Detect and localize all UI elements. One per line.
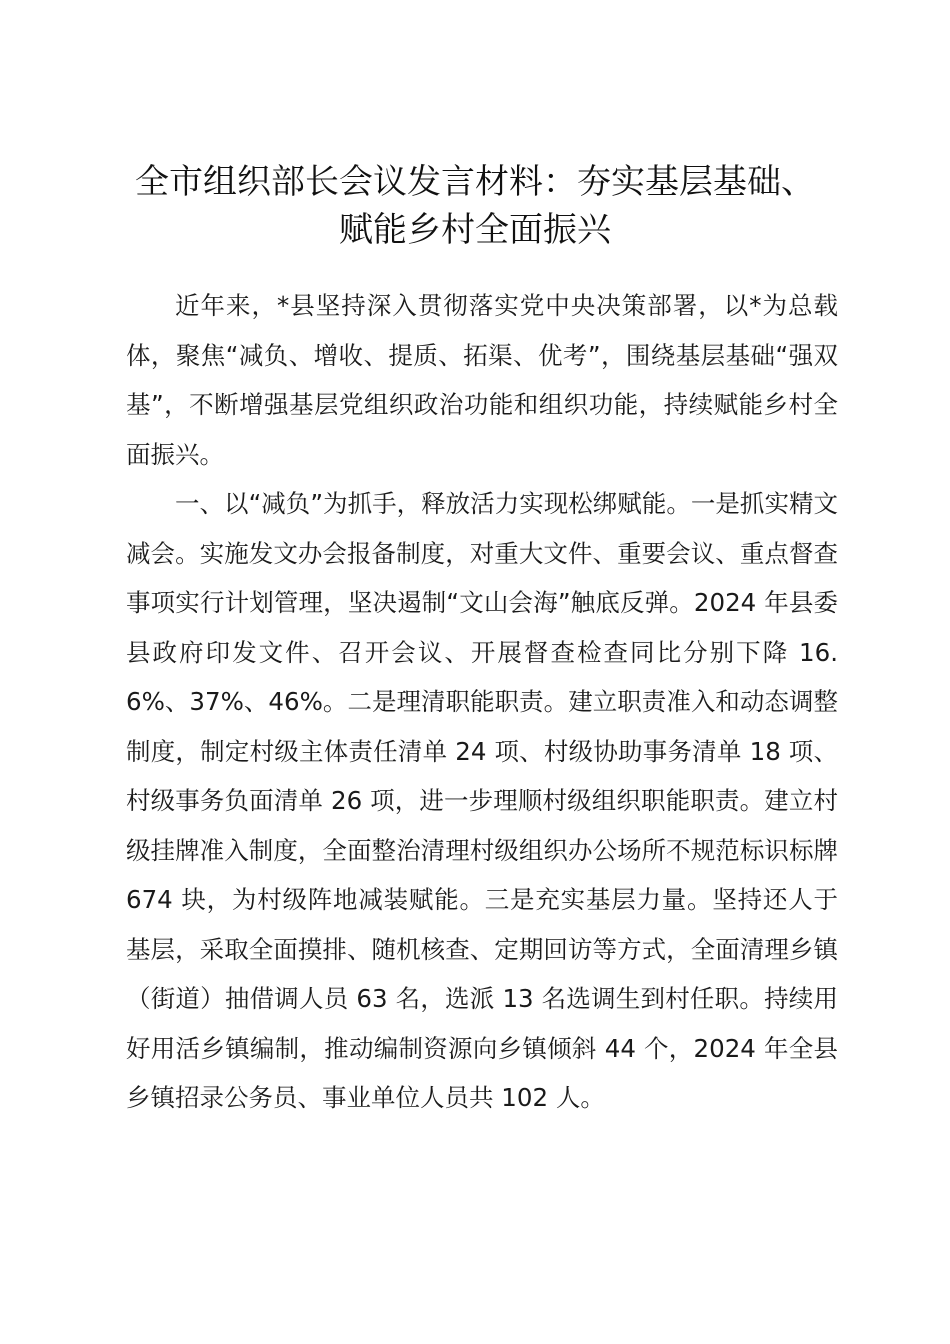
intro-paragraph: 近年来，*县坚持深入贯彻落实党中央决策部署，以*为总载体，聚焦“减负、增收、提质、拓渠、优考”，围绕基层基础“强双基”，不断增强基层党组织政治功能和组织功能，持续赋能乡村全面振兴。 (126, 291, 838, 469)
section-one-paragraph: 一、以“减负”为抓手，释放活力实现松绑赋能。一是抓实精文减会。实施发文办会报备制度，对重大文件、重要会议、重点督查事项实行计划管理，坚决遏制“文山会海”触底反弹。2024 年县委县政府印发文件、召开会议、开展督查检查同比分别下降 16.6%、37%、46%。二是理清职能职责。建立职责准入和动态调整制度，制定村级主体责任清单 24 项、村级协助事务清单 18 项、村级事务负面清单 26 项，进一步理顺村级组织职能职责。建立村级挂牌准入制度，全面整治清理村级组织办公场所不规范标识标牌 674 块，为村级阵地减装赋能。三是充实基层力量。坚持还人于基层，采取全面摸排、随机核查、定期回访等方式，全面清理乡镇（街道）抽借调人员 63 名，选派 13 名选调生到村任职。持续用好用活乡镇编制，推动编制资源向乡镇倾斜 44 个，2024 年全县乡镇招录公务员、事业单位人员共 102 人。 (126, 489, 838, 1112)
title-line-1: 全市组织部长会议发言材料：夯实基层基础、 (135, 162, 815, 202)
title-line-2: 赋能乡村全面振兴 (339, 210, 611, 250)
document-title (110, 158, 840, 254)
